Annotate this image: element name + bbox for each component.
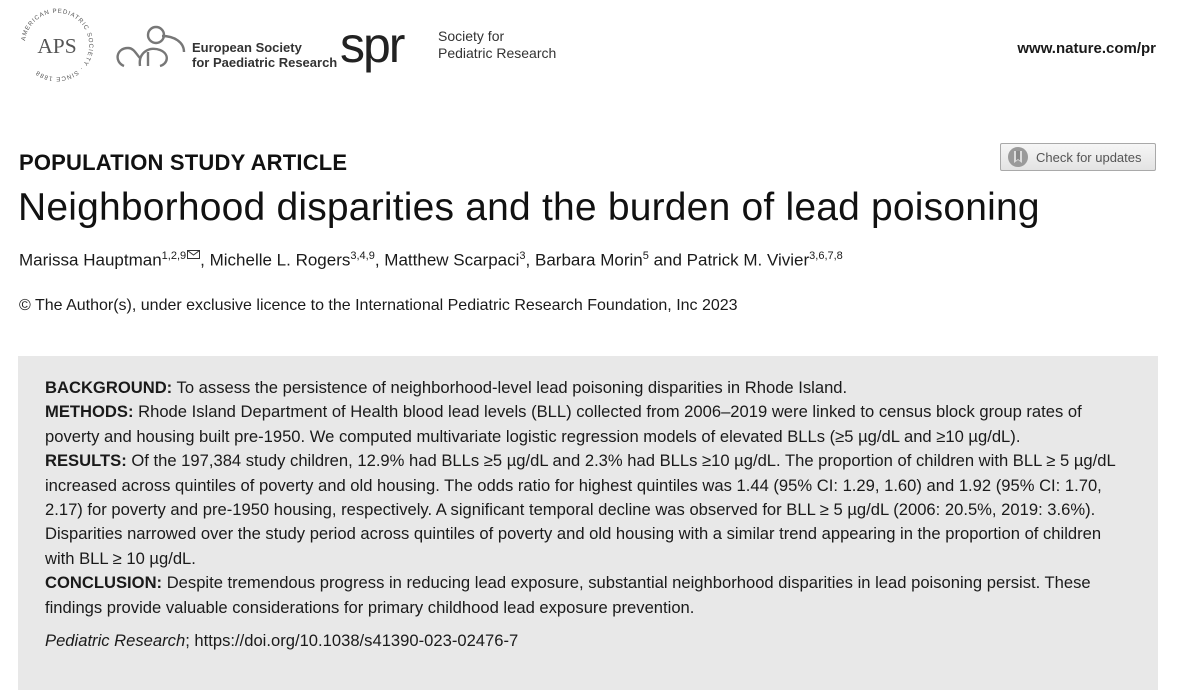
- author-name[interactable]: Michelle L. Rogers: [209, 250, 351, 270]
- espr-line2: for Paediatric Research: [192, 55, 338, 70]
- abstract-methods: [45, 400, 1132, 449]
- author-affiliation: 5: [642, 250, 649, 262]
- aps-logo: [18, 6, 96, 84]
- article-title: Neighborhood disparities and the burden of lead poisoning: [18, 186, 1040, 229]
- conclusion-label: CONCLUSION:: [45, 573, 163, 593]
- author-affiliation: 3: [519, 250, 526, 262]
- article-type: POPULATION STUDY ARTICLE: [19, 150, 348, 175]
- espr-line1: European Society: [192, 40, 302, 55]
- spr-line1: Society for: [438, 28, 505, 44]
- author-name[interactable]: Patrick M. Vivier: [686, 250, 810, 270]
- author-affiliation: 3,4,9: [350, 250, 375, 262]
- author-separator: and: [648, 250, 687, 270]
- spr-logo-mark: spr: [340, 17, 404, 73]
- aps-ring-text: AMERICAN PEDIATRIC SOCIETY · SINCE 1888: [20, 7, 95, 83]
- citation: [45, 629, 1132, 653]
- spr-logo: [340, 17, 404, 73]
- author-separator: ,: [374, 250, 385, 270]
- methods-label: METHODS:: [45, 402, 134, 422]
- methods-text: Rhode Island Department of Health blood lead levels (BLL) collected from 2006–2019 were linked to census block group rates of poverty and housing built pre-1950. We computed multivariate logistic regression models of elevated BLLs (≥5 µg/dL and ≥10 µg/dL).: [45, 402, 1082, 446]
- envelope-icon[interactable]: [187, 250, 200, 259]
- copyright-notice: © The Author(s), under exclusive licence to the International Pediatric Research Foundation, Inc 2023: [19, 297, 738, 314]
- author-separator: ,: [525, 250, 535, 270]
- espr-logo-icon: [110, 22, 188, 72]
- spr-line2: Pediatric Research: [438, 45, 557, 61]
- background-text: To assess the persistence of neighborhood-level lead poisoning disparities in Rhode Island.: [172, 378, 848, 397]
- bookmark-badge-icon: [1007, 146, 1029, 168]
- check-for-updates-label: Check for updates: [1036, 149, 1142, 165]
- results-text: Of the 197,384 study children, 12.9% had BLLs ≥5 µg/dL and 2.3% had BLLs ≥10 µg/dL. The proportion of children with BLL ≥ 5 µg/dL increased across quintiles of poverty and old housing. The odds ratio for highest quintiles was 1.44 (95% CI: 1.29, 1.60) and 1.92 (95% CI: 1.70, 2.17) for poverty and pre-1950 housing, respectively. A significant temporal decline was observed for BLL ≥ 5 µg/dL (2006: 20.5%, 2019: 3.6%). Disparities narrowed over the study period across quintiles of poverty and old housing with a similar trend appearing in the proportion of children with BLL ≥ 10 µg/dL.: [45, 451, 1116, 568]
- journal-header: [0, 0, 1200, 100]
- author-separator: ,: [200, 250, 210, 270]
- abstract-box: [18, 356, 1158, 690]
- check-for-updates-button[interactable]: [1000, 143, 1156, 171]
- author-affiliation: 3,6,7,8: [809, 250, 843, 262]
- author-list: [19, 250, 843, 271]
- espr-name: [192, 40, 337, 70]
- abstract-results: [45, 449, 1132, 571]
- spr-name: [438, 28, 556, 62]
- abstract-conclusion: [45, 571, 1132, 620]
- doi-link[interactable]: ; https://doi.org/10.1038/s41390-023-02476-7: [185, 631, 519, 651]
- background-label: BACKGROUND:: [45, 378, 173, 397]
- author-name[interactable]: Matthew Scarpaci: [384, 250, 520, 270]
- author-name[interactable]: Barbara Morin: [535, 250, 643, 270]
- author-affiliation: 1,2,9: [161, 250, 187, 262]
- author-name[interactable]: Marissa Hauptman: [19, 250, 162, 270]
- journal-name: Pediatric Research: [45, 631, 186, 651]
- abstract-background: [45, 376, 1132, 400]
- results-label: RESULTS:: [45, 451, 127, 471]
- conclusion-text: Despite tremendous progress in reducing lead exposure, substantial neighborhood disparities in lead poisoning persist. These findings provide valuable considerations for primary childhood lead exposure prevention.: [45, 573, 1091, 617]
- aps-logo-text: APS: [37, 33, 77, 58]
- journal-url-link[interactable]: www.nature.com/pr: [1017, 40, 1156, 57]
